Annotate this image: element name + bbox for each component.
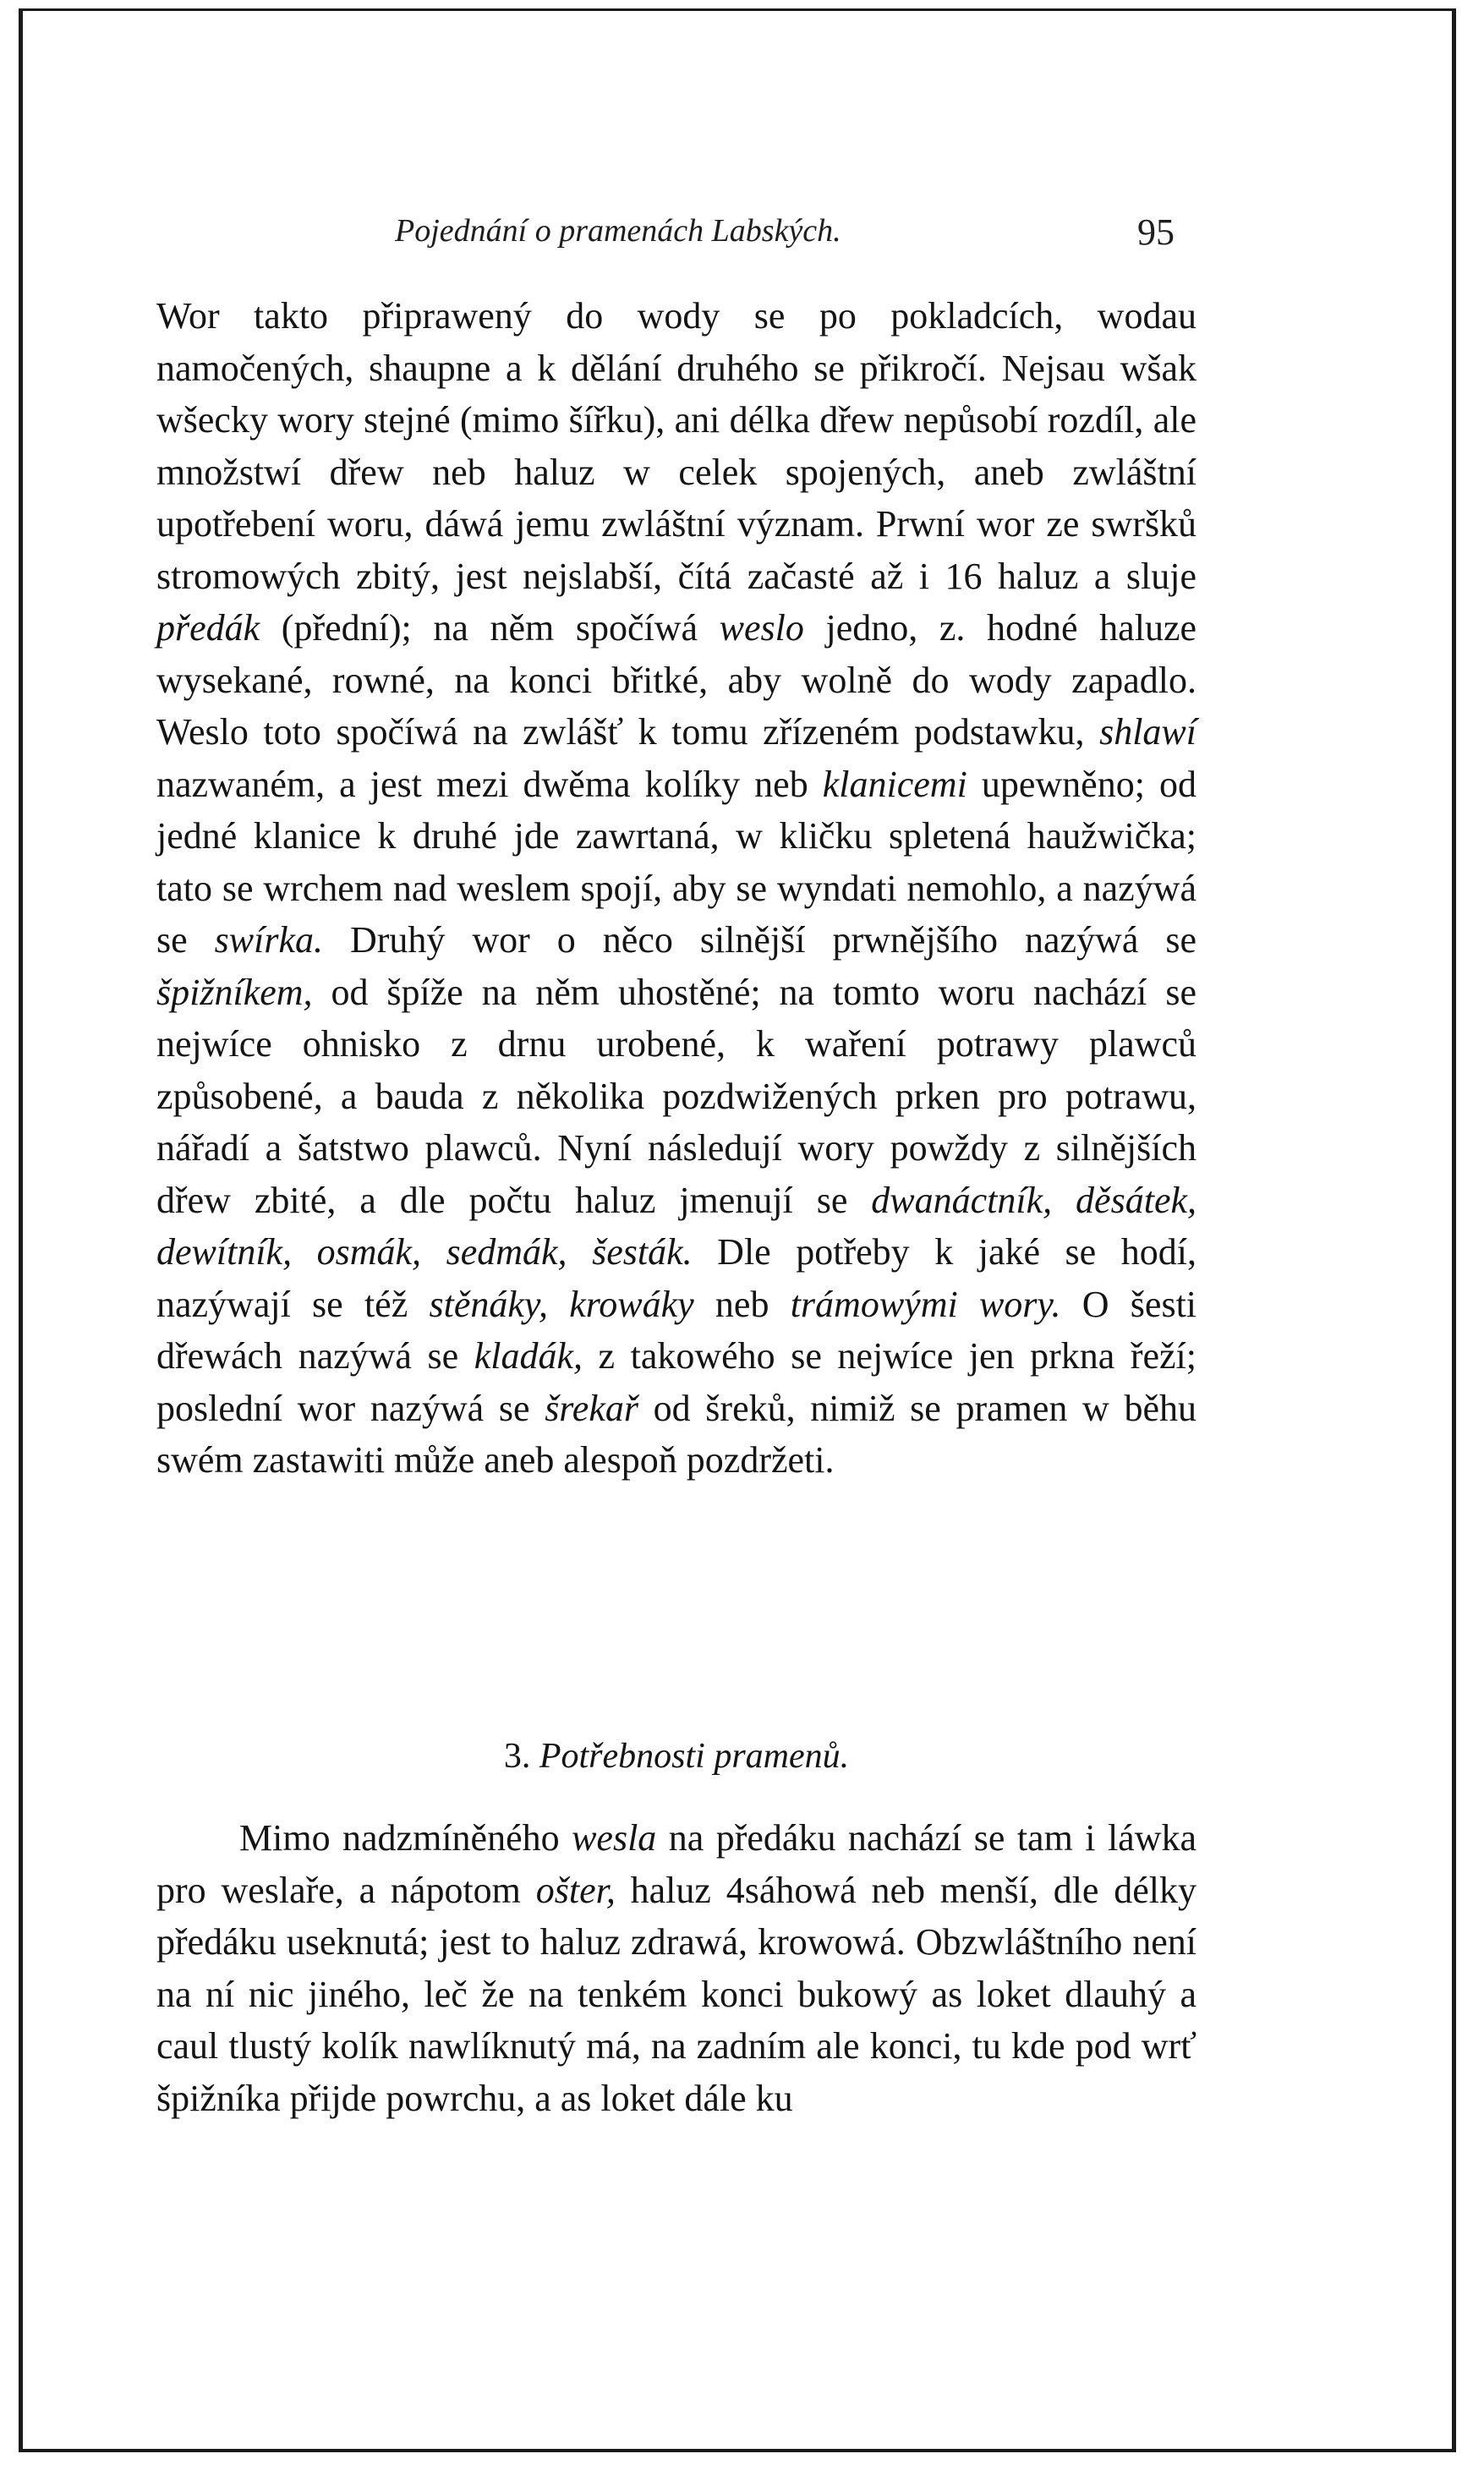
text-run: (přední); na něm spočíwá [260, 607, 720, 649]
paragraph [156, 1812, 1197, 2124]
text-run: od šreků, nimiž se pramen w běhu swém zastawiti může aneb alespoň pozdržeti. [156, 1387, 1197, 1481]
text-run: Druhý wor o něco silnější prwnějšího nazýwá se [323, 919, 1197, 961]
text-run: nazwaném, a jest mezi dwěma kolíky neb [156, 763, 823, 805]
italic-term: klanicemi [822, 763, 967, 805]
italic-term: swírka. [214, 919, 323, 961]
italic-term: dwanáctník, děsátek, dewítník, osmák, sedmák, šesták. [156, 1179, 1197, 1273]
italic-term: weslo [719, 607, 804, 649]
paragraph [156, 290, 1197, 1487]
page-frame [19, 8, 1456, 2452]
text-run: Mimo nadzmíněného [239, 1817, 572, 1859]
text-run: od špíže na něm uhostěné; na tomto woru nachází se nejwíce ohnisko z drnu urobené, k waření potrawy plawců způsobené, a bauda z několika pozdwižených prken pro potrawu, nářadí a šatstwo plawců. Nyní následují wory powždy z silnějších dřew zbité, a dle počtu haluz jmenují se [156, 971, 1197, 1221]
text-run: jedno, z. hodné haluze wysekané, rowné, na konci břitké, aby wolně do wody zapadlo. Weslo toto spočíwá na zwlášť k tomu zřízeném podstawku, [156, 607, 1197, 753]
italic-term: ošter, [535, 1869, 616, 1911]
italic-term: kladák, [474, 1335, 583, 1377]
text-run: haluz 4sáhowá neb menší, dle délky předáku useknutá; jest to haluz zdrawá, krowowá. Obzwláštního není na ní nic jiného, leč že na tenkém konci bukowý as loket dlauhý a caul tlustý kolík nawlíknutý má, na zadním ale konci, tu kde pod wrť špižníka přijde powrchu, a as loket dále ku [156, 1869, 1197, 2119]
section-number: 3. [503, 1737, 531, 1776]
section-heading [156, 1736, 1197, 1777]
section-title: Potřebnosti pramenů. [539, 1737, 850, 1776]
italic-term: šrekař [545, 1387, 638, 1429]
page-number: 95 [1137, 211, 1175, 253]
text-run: neb [693, 1283, 791, 1325]
text-run: upewněno; od jedné klanice k druhé jde zawrtaná, w kličku spletená haužwička; tato se wrchem nad weslem spojí, aby se wyndati nemohlo, a nazýwá se [156, 763, 1197, 961]
text-run: na předáku nachází se tam i láwka pro weslaře, a nápotom [156, 1817, 1197, 1911]
italic-term: shlawí [1099, 711, 1197, 753]
running-title: Pojednání o pramenách Labských. [395, 213, 841, 249]
body-paragraph-2 [156, 1812, 1197, 2124]
italic-term: stěnáky, krowáky [429, 1283, 694, 1325]
text-run: Wor takto připrawený do wody se po pokladcích, wodau namočených, shaupne a k dělání druhého se přikročí. Nejsau wšak wšecky wory stejné (mimo šířku), ani délka dřew nepůsobí rozdíl, ale množstwí dřew neb haluz w celek spojených, aneb zwláštní upotřebení woru, dáwá jemu zwláštní význam. Prwní wor ze swršků stromowých zbitý, jest nejslabší, čítá začasté až i 16 haluz a sluje [156, 295, 1197, 597]
text-run: Dle potřeby k jaké se hodí, nazýwají se též [156, 1231, 1197, 1325]
italic-term: trámowými wory. [790, 1283, 1061, 1325]
text-run: z takowého se nejwíce jen prkna řeží; poslední wor nazýwá se [156, 1335, 1197, 1429]
text-run: O šesti dřewách nazýwá se [156, 1283, 1197, 1377]
italic-term: wesla [572, 1817, 657, 1859]
italic-term: špižníkem, [156, 971, 313, 1013]
italic-term: předák [156, 607, 260, 649]
body-paragraph-1 [156, 290, 1197, 1487]
